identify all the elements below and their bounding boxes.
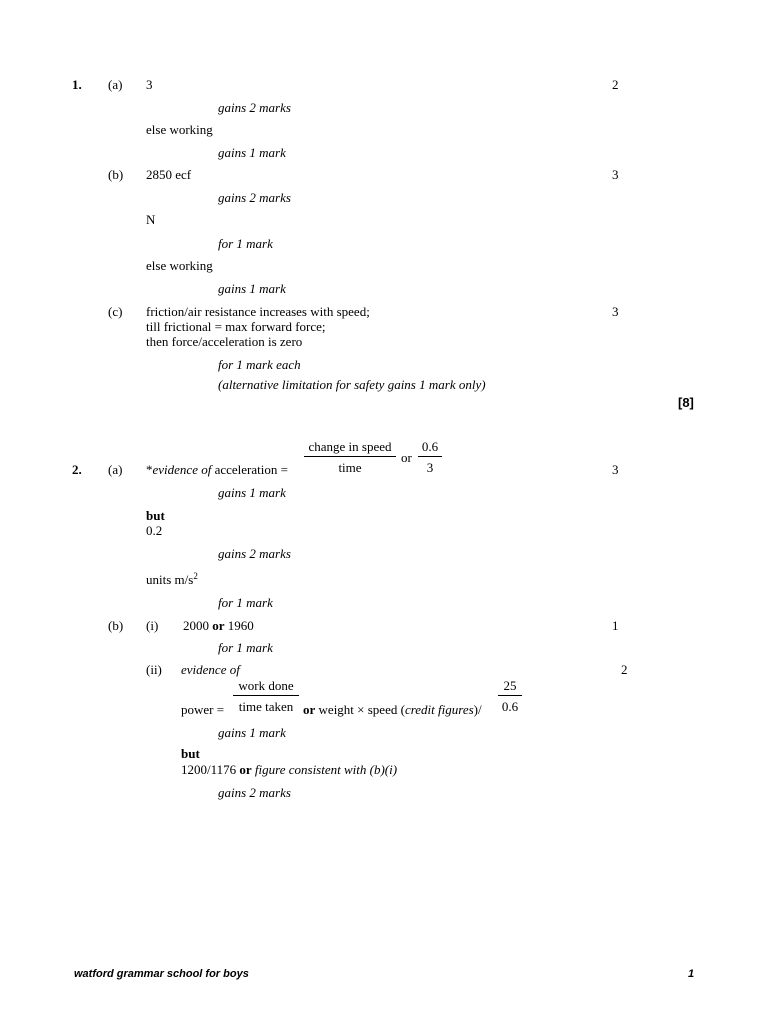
q2a-fraction-2 [418,439,442,475]
q1a-note1: gains 2 marks [218,100,291,115]
footer-school: watford grammar school for boys [74,968,249,980]
q2bii-frac1-numerator: work done [238,678,294,693]
q2bi-label: (i) [146,618,159,633]
q2a-note1: gains 1 mark [218,485,286,500]
q2a-units-superscript: 2 [193,571,198,581]
q2bii-fraction-2 [498,678,522,714]
q1c-line1: friction/air resistance increases with speed; [146,304,370,319]
q2bii-consistent: figure consistent with (b)(i) [254,762,398,777]
q2bi-marks: 1 [612,618,619,633]
q1c-line2: till frictional = max forward force; [146,319,326,334]
q2bi-val2: 1960 [227,618,254,633]
q2bii-but: but [181,746,200,761]
q1-total: [8] [678,395,694,410]
q2a-or: or [401,450,412,465]
q2a-marks: 3 [612,462,619,477]
q2bii-marks: 2 [621,662,628,677]
q2a-label: (a) [108,462,123,477]
q1-number: 1. [72,77,82,92]
q2-number: 2. [72,462,82,477]
q2a-but: but [146,508,165,523]
q1c-marks: 3 [612,304,619,319]
q2bii-or: or [303,702,316,717]
q1a-else: else working [146,122,213,137]
q1a-note2: gains 1 mark [218,145,286,160]
q2bi-note: for 1 mark [218,640,273,655]
fraction-bar [418,456,442,457]
q1b-label: (b) [108,167,124,182]
q2bii-evidence-of: evidence of [181,662,240,677]
q2a-frac2-numerator: 0.6 [421,439,439,454]
q2bii-or2: or [239,762,252,777]
q2bi-answer [183,618,254,633]
q2bii-answer-nums: 1200/1176 [181,762,237,777]
q2a-frac2-denominator: 3 [426,460,434,475]
q2a-evidence-line [146,462,288,477]
q2a-star: * [146,462,153,477]
q2bii-weight-speed: weight × speed ( [318,702,405,717]
q1b-answer: 2850 ecf [146,167,192,182]
q2a-units [146,572,198,587]
q2bii-close: )/ [473,702,482,717]
fraction-bar [498,695,522,696]
q1a-label: (a) [108,77,123,92]
q2a-frac1-numerator: change in speed [308,439,392,454]
q2bii-label: (ii) [146,662,162,677]
footer-page-number: 1 [688,968,695,980]
q2a-acceleration-eq: acceleration = [211,462,288,477]
q1a-answer: 3 [146,77,153,92]
fraction-bar [304,456,396,457]
q2a-value: 0.2 [146,523,163,538]
q2bii-credit: credit figures [404,702,474,717]
q1b-note3: gains 1 mark [218,281,286,296]
q2bii-weight-line [303,702,482,717]
q2a-note3: for 1 mark [218,595,273,610]
q1b-marks: 3 [612,167,619,182]
q2a-frac1-denominator: time [338,460,362,475]
q2bii-frac2-numerator: 25 [503,678,517,693]
q1c-line3: then force/acceleration is zero [146,334,303,349]
q1c-note1: for 1 mark each [218,357,301,372]
q2bii-note2: gains 2 marks [218,785,291,800]
q1c-note2: (alternative limitation for safety gains 1 mark only) [218,377,486,392]
q2bi-val1: 2000 [183,618,209,633]
q1b-note2: for 1 mark [218,236,273,251]
q2bii-frac2-denominator: 0.6 [501,699,519,714]
q1b-note1: gains 2 marks [218,190,291,205]
q2bii-answer-line [181,762,397,777]
q1a-marks: 2 [612,77,619,92]
q1c-label: (c) [108,304,123,319]
q1b-else: else working [146,258,213,273]
q2a-evidence-of: evidence of [152,462,212,477]
fraction-bar [233,695,299,696]
q2a-units-text: units m/s [146,572,194,587]
q2bii-frac1-denominator: time taken [238,699,294,714]
q2bi-or: or [212,618,225,633]
q2a-note2: gains 2 marks [218,546,291,561]
q2bii-note1: gains 1 mark [218,725,286,740]
q2a-fraction-1 [304,439,396,475]
q2bii-power-eq: power = [181,702,225,717]
q2bii-fraction-1 [233,678,299,714]
q2b-label: (b) [108,618,124,633]
q1b-unit: N [146,212,156,227]
